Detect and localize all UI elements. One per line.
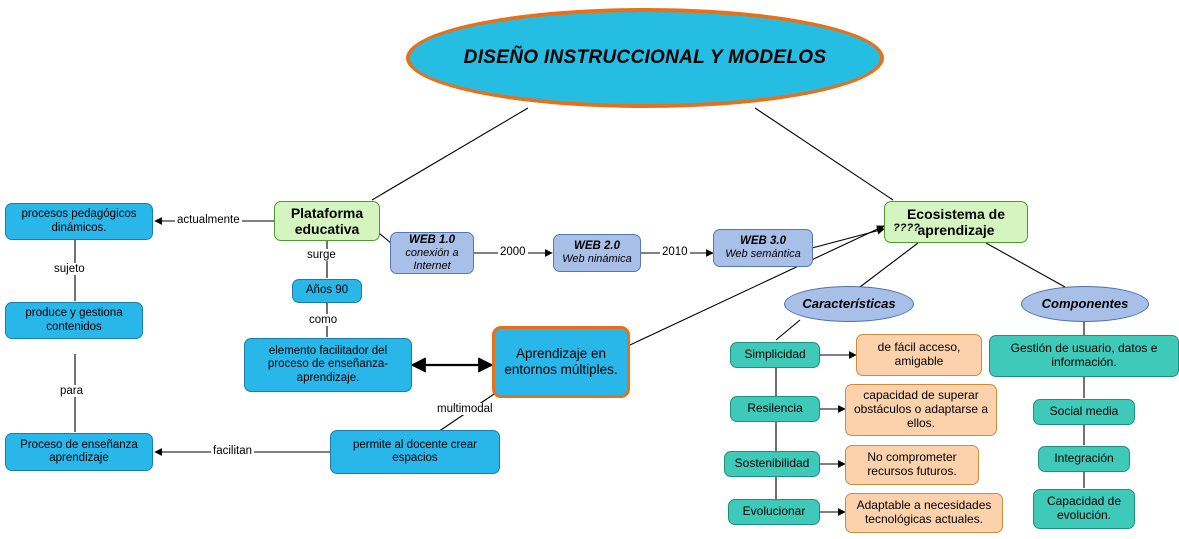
node-simplicidad-label: Simplicidad (744, 347, 806, 362)
node-procesos-pedagogicos[interactable] (5, 203, 153, 240)
node-caracteristicas-label: Características (802, 295, 896, 311)
node-no-comprometer[interactable] (845, 445, 979, 485)
edge-label-2010: 2010 (662, 246, 688, 258)
node-capacidad-superar[interactable] (845, 384, 997, 436)
node-web-2[interactable] (553, 234, 641, 272)
edge-label-2000: 2000 (500, 246, 526, 258)
node-plataforma-educativa[interactable] (274, 201, 380, 241)
node-resilencia[interactable] (730, 396, 820, 422)
node-web3-title: WEB 3.0 (739, 235, 786, 248)
node-integracion-label: Integración (1054, 451, 1114, 466)
edge-label-multimodal: multimodal (437, 403, 493, 415)
node-web-1[interactable] (390, 232, 474, 274)
node-anos-90[interactable] (292, 279, 362, 303)
node-web1-subtitle: conexión a Internet (405, 246, 459, 272)
node-integracion[interactable] (1038, 446, 1130, 472)
edge-label-surge: surge (307, 249, 336, 261)
node-ecosistema-label: Ecosistema de aprendizaje (906, 205, 1006, 238)
node-adaptable-label: Adaptable a necesidades tecnológicas actuales. (856, 498, 992, 526)
node-aprendizaje-entornos-label: Aprendizaje en entornos múltiples. (504, 346, 618, 377)
node-resilencia-label: Resilencia (747, 401, 803, 416)
node-sostenibilidad-label: Sostenibilidad (734, 456, 810, 471)
node-evolucionar-label: Evolucionar (742, 504, 806, 519)
edge-label-actualmente: actualmente (177, 214, 240, 226)
edge-label-para: para (60, 385, 84, 397)
node-componentes-label: Componentes (1041, 295, 1129, 311)
edge-label-facilitan: facilitan (213, 445, 252, 457)
node-permite-label: permite al docente crear espacios (352, 438, 477, 464)
node-web-3[interactable] (713, 229, 813, 267)
node-capacidad-evolucion[interactable] (1033, 489, 1135, 529)
node-evolucionar[interactable] (728, 499, 820, 525)
node-proceso-ensenanza-label: Proceso de enseñanza aprendizaje (20, 438, 138, 464)
node-gestion-label: Gestión de usuario, datos e información. (1010, 341, 1158, 369)
node-elemento-facilitador[interactable] (244, 338, 412, 392)
node-elemento-label: elemento facilitador del proceso de enseñanza-aprendizaje. (267, 345, 389, 384)
node-social-media-label: Social media (1049, 404, 1119, 419)
node-facil-acceso-label: de fácil acceso, amigable (877, 340, 961, 368)
node-produce-gestiona[interactable] (5, 302, 143, 339)
node-componentes[interactable] (1021, 286, 1149, 322)
node-web3-subtitle: Web semántica (725, 248, 801, 261)
node-sostenibilidad[interactable] (724, 451, 820, 477)
node-web2-subtitle: Web ninámica (562, 253, 632, 266)
node-gestion-usuario[interactable] (989, 335, 1179, 377)
node-anos90-label: Años 90 (305, 284, 349, 297)
node-capacidad-evolucion-label: Capacidad de evolución. (1046, 494, 1122, 522)
node-capacidad-superar-label: capacidad de superar obstáculos o adaptarse a ellos. (853, 388, 989, 430)
edge-label-sujeto: sujeto (54, 263, 85, 275)
edge-label-unknown: ???? (893, 222, 920, 234)
node-procesos-label: procesos pedagógicos dinámicos. (21, 208, 137, 234)
node-title-label: DISEÑO INSTRUCCIONAL Y MODELOS (463, 47, 827, 69)
edge-label-como: como (309, 314, 338, 326)
node-plataforma-label: Plataforma educativa (290, 204, 364, 237)
node-caracteristicas[interactable] (784, 286, 914, 322)
node-produce-label: produce y gestiona contenidos (25, 307, 123, 333)
node-no-comprometer-label: No comprometer recursos futuros. (867, 450, 957, 478)
node-aprendizaje-entornos[interactable] (492, 326, 630, 398)
node-simplicidad[interactable] (730, 342, 820, 368)
node-proceso-ensenanza[interactable] (5, 433, 153, 471)
node-title[interactable] (406, 8, 884, 108)
node-web1-title: WEB 1.0 (408, 233, 455, 246)
node-permite-docente[interactable] (330, 430, 500, 474)
node-web2-title: WEB 2.0 (573, 240, 620, 253)
node-social-media[interactable] (1033, 399, 1135, 425)
node-adaptable-necesidades[interactable] (845, 493, 1003, 533)
node-facil-acceso[interactable] (856, 334, 982, 376)
